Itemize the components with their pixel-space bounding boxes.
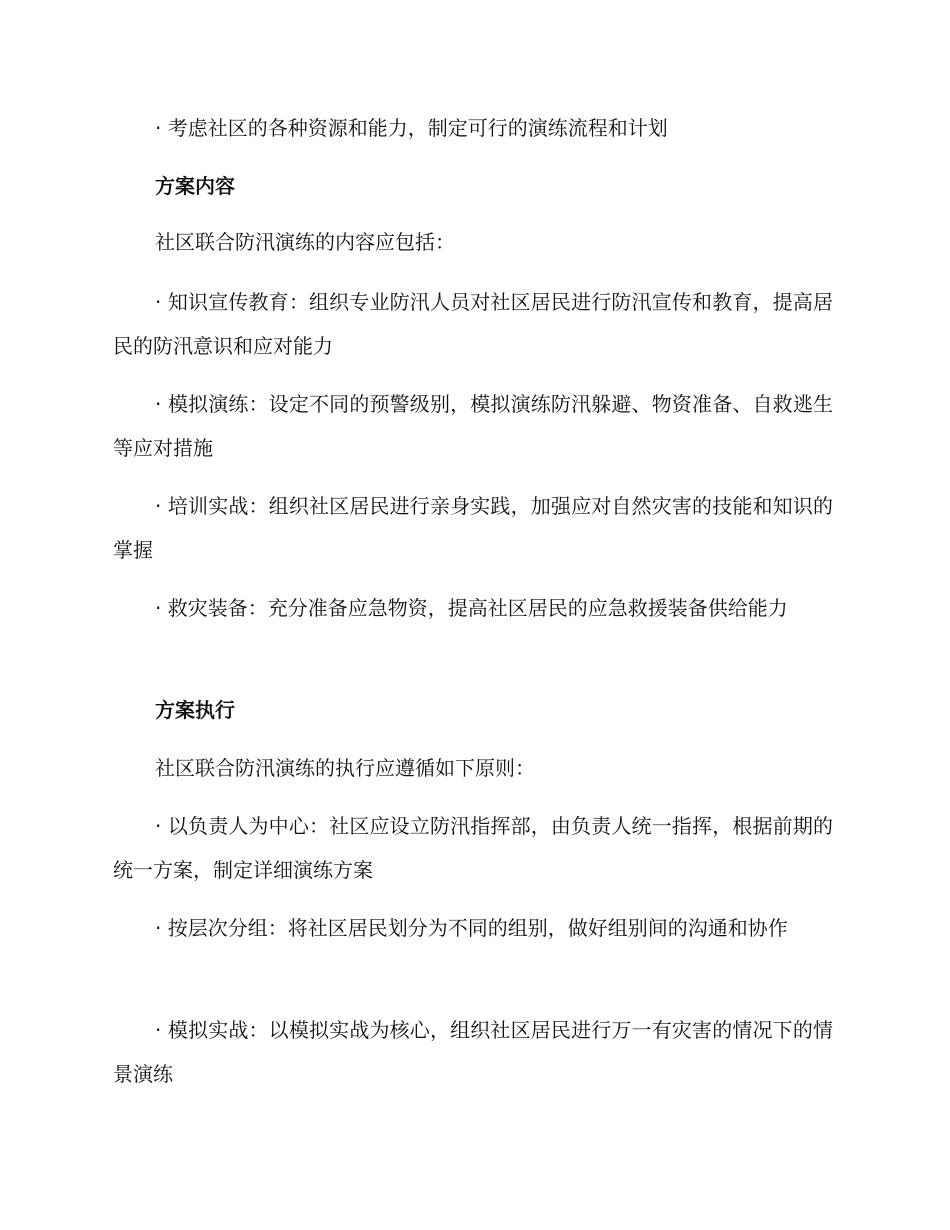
paragraph-content-intro: 社区联合防汛演练的内容应包括： xyxy=(155,230,455,254)
bullet-item-plan-feasibility: · 考虑社区的各种资源和能力，制定可行的演练流程和计划 xyxy=(155,116,668,140)
bullet-item-relief-equipment: · 救灾装备：充分准备应急物资，提高社区居民的应急救援装备供给能力 xyxy=(155,596,788,620)
paragraph-execution-intro: 社区联合防汛演练的执行应遵循如下原则： xyxy=(155,756,535,780)
bullet-item-knowledge-education: · 知识宣传教育：组织专业防汛人员对社区居民进行防汛宣传和教育，提高居民的防汛意识和应对能力 xyxy=(113,290,833,358)
section-heading-content: 方案内容 xyxy=(155,174,235,198)
bullet-item-simulated-combat: · 模拟实战：以模拟实战为核心，组织社区居民进行万一有灾害的情况下的情景演练 xyxy=(113,1018,833,1086)
bullet-item-training-practice: · 培训实战：组织社区居民进行亲身实践，加强应对自然灾害的技能和知识的掌握 xyxy=(113,494,833,562)
bullet-item-simulation-drill: · 模拟演练：设定不同的预警级别，模拟演练防汛躲避、物资准备、自救逃生等应对措施 xyxy=(113,392,833,460)
bullet-item-leader-center: · 以负责人为中心：社区应设立防汛指挥部，由负责人统一指挥，根据前期的统一方案，制定详细演练方案 xyxy=(113,814,833,882)
section-heading-execution: 方案执行 xyxy=(155,698,235,722)
bullet-item-layered-groups: · 按层次分组：将社区居民划分为不同的组别，做好组别间的沟通和协作 xyxy=(155,916,788,940)
